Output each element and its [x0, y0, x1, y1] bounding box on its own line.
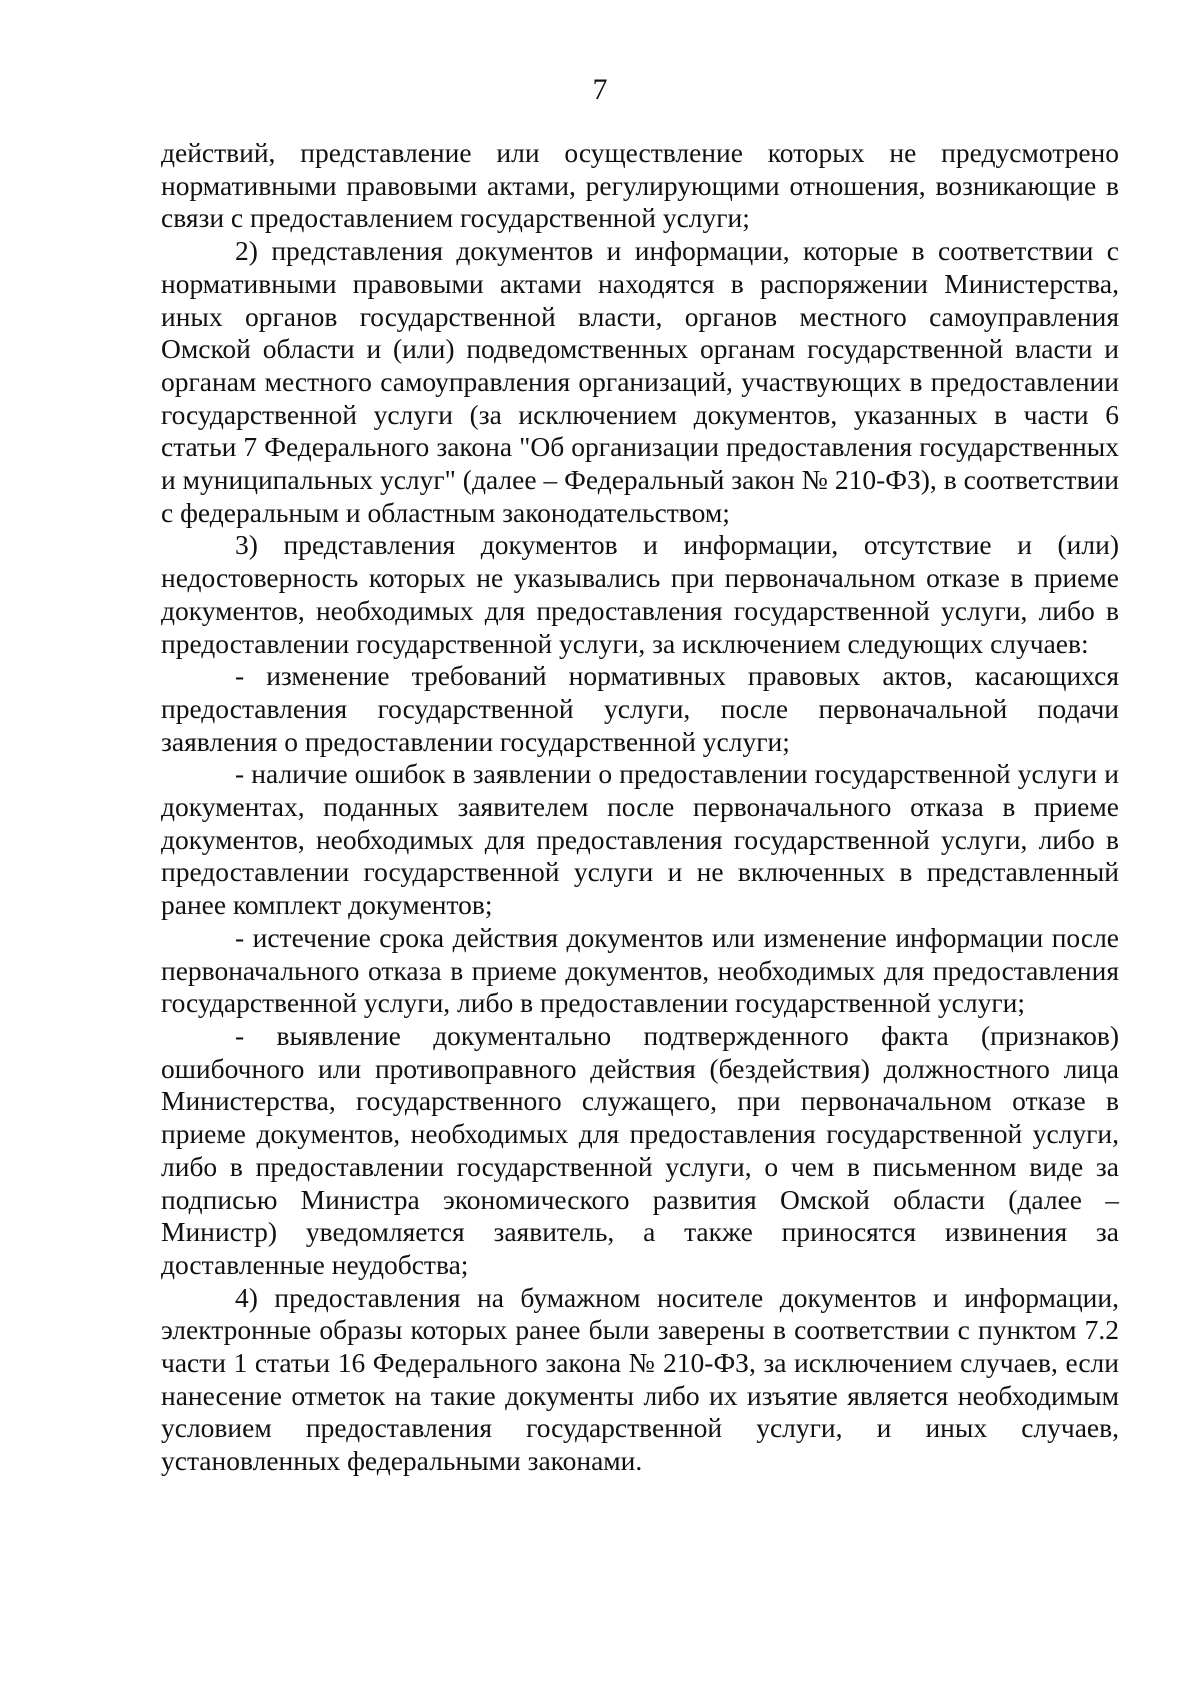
paragraph: действий, представление или осуществление которых не предусмотрено нормативными правовыми актами, регулирующими отношения, возникающие в связи с предоставлением государственной услуги;: [161, 137, 1119, 234]
list-item: - изменение требований нормативных правовых актов, касающихся предоставления государственной услуги, после первоначальной подачи заявления о предоставлении государственной услуги;: [161, 660, 1119, 757]
page-number: 7: [592, 73, 608, 106]
document-body: [161, 137, 1119, 1478]
list-item: - наличие ошибок в заявлении о предоставлении государственной услуги и документах, поданных заявителем после первоначального отказа в приеме документов, необходимых для предоставления государственной услуги, либо в предоставлении государственной услуги и не включенных в представленный ранее комплект документов;: [161, 758, 1119, 921]
paragraph: 2) представления документов и информации, которые в соответствии с нормативными правовыми актами находятся в распоряжении Министерства, иных органов государственной власти, органов местного самоуправления Омской области и (или) подведомственных органам государственной власти и органам местного самоуправления организаций, участвующих в предоставлении государственной услуги (за исключением документов, указанных в части 6 статьи 7 Федерального закона "Об организации предоставления государственных и муниципальных услуг" (далее – Федеральный закон № 210-ФЗ), в соответствии с федеральным и областным законодательством;: [161, 235, 1119, 528]
list-item: - истечение срока действия документов или изменение информации после первоначального отказа в приеме документов, необходимых для предоставления государственной услуги, либо в предоставлении государственной услуги;: [161, 921, 1119, 1019]
paragraph: 3) представления документов и информации, отсутствие и (или) недостоверность которых не указывались при первоначальном отказе в приеме документов, необходимых для предоставления государственной услуги, либо в предоставлении государственной услуги, за исключением следующих случаев:: [161, 529, 1119, 659]
paragraph: 4) предоставления на бумажном носителе документов и информации, электронные образы которых ранее были заверены в соответствии с пунктом 7.2 части 1 статьи 16 Федерального закона № 210-ФЗ, за исключением случаев, если нанесение отметок на такие документы либо их изъятие является необходимым условием предоставления государственной услуги, и иных случаев, установленных федеральными законами.: [161, 1281, 1119, 1477]
list-item: - выявление документально подтвержденного факта (признаков) ошибочного или противоправного действия (бездействия) должностного лица Министерства, государственного служащего, при первоначальном отказе в приеме документов, необходимых для предоставления государственной услуги, либо в предоставлении государственной услуги, о чем в письменном виде за подписью Министра экономического развития Омской области (далее – Министр) уведомляется заявитель, а также приносятся извинения за доставленные неудобства;: [161, 1019, 1119, 1280]
